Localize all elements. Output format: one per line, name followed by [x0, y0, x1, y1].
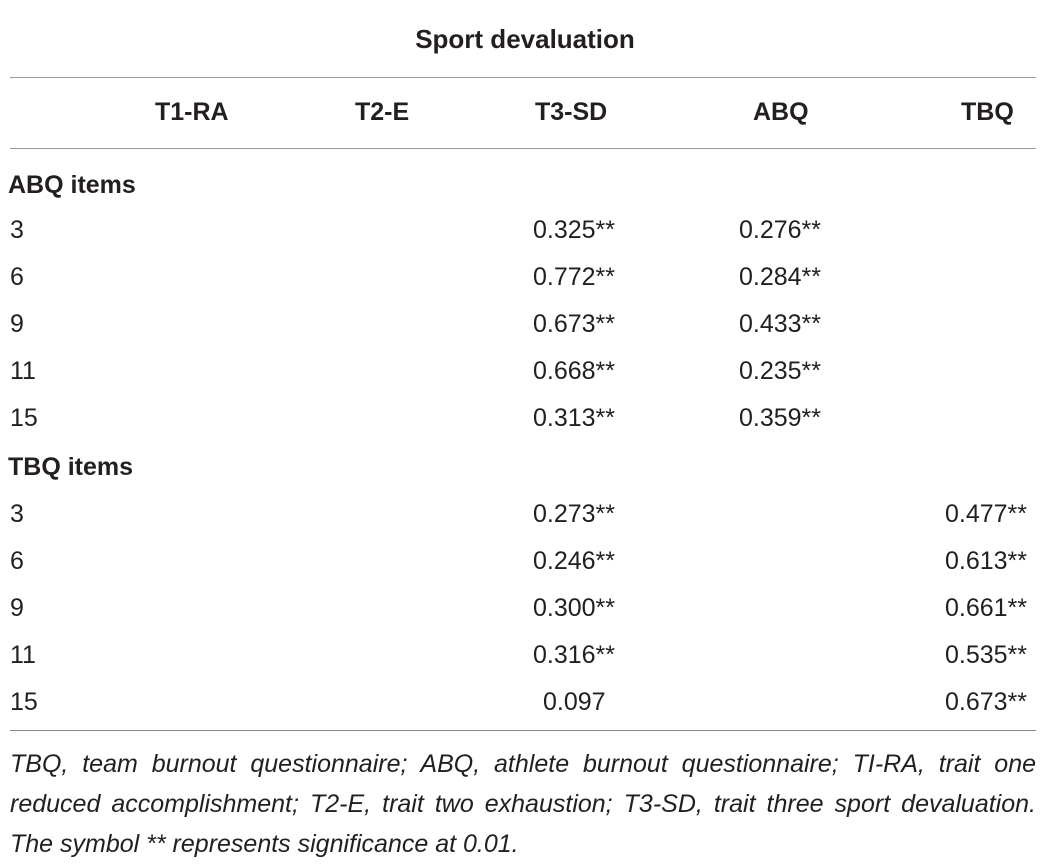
t3-sd-cell: 0.673**	[533, 310, 616, 338]
t3-sd-cell: 0.097	[543, 688, 606, 716]
t3-sd-cell: 0.313**	[533, 404, 616, 432]
column-header-abq: ABQ	[753, 98, 809, 126]
item-cell: 11	[10, 641, 36, 669]
table-row	[0, 632, 1044, 679]
item-cell: 15	[10, 404, 38, 432]
column-header-t2-e: T2-E	[355, 98, 410, 126]
header-divider-bottom	[10, 148, 1036, 149]
item-cell: 15	[10, 688, 38, 716]
abq-cell: 0.433**	[739, 310, 822, 338]
section-label-tbq: TBQ items	[8, 453, 134, 481]
table-row	[0, 538, 1044, 585]
item-cell: 6	[10, 547, 24, 575]
t3-sd-cell: 0.325**	[533, 216, 616, 244]
table-row	[0, 585, 1044, 632]
tbq-cell: 0.661**	[945, 594, 1028, 622]
table-row	[0, 679, 1044, 726]
super-header: Sport devaluation	[415, 23, 635, 54]
column-header-tbq: TBQ	[961, 98, 1014, 126]
table-footnote: TBQ, team burnout questionnaire; ABQ, athlete burnout questionnaire; TI-RA, trait one reduced accomplishment; T2-E, trait two exhaustion; T3-SD, trait three sport devaluation. The symbol ** represents significance at 0.01.	[10, 750, 1036, 858]
t3-sd-cell: 0.772**	[533, 263, 616, 291]
item-cell: 3	[10, 216, 24, 244]
table-row	[0, 491, 1044, 538]
column-header-t1-ra: T1-RA	[155, 98, 229, 126]
section-label-abq: ABQ items	[8, 171, 136, 199]
item-cell: 9	[10, 594, 24, 622]
table-row	[0, 207, 1044, 254]
table-bottom-rule	[10, 730, 1036, 731]
abq-cell: 0.276**	[739, 216, 822, 244]
abq-cell: 0.235**	[739, 357, 822, 385]
abq-cell: 0.284**	[739, 263, 822, 291]
column-header-t3-sd: T3-SD	[535, 98, 608, 126]
t3-sd-cell: 0.246**	[533, 547, 616, 575]
table-row	[0, 348, 1044, 395]
tbq-cell: 0.673**	[945, 688, 1028, 716]
table-row	[0, 301, 1044, 348]
header-divider-top	[10, 77, 1036, 78]
table-row	[0, 395, 1044, 442]
t3-sd-cell: 0.273**	[533, 500, 616, 528]
t3-sd-cell: 0.316**	[533, 641, 616, 669]
abq-cell: 0.359**	[739, 404, 822, 432]
tbq-cell: 0.535**	[945, 641, 1028, 669]
t3-sd-cell: 0.668**	[533, 357, 616, 385]
t3-sd-cell: 0.300**	[533, 594, 616, 622]
table-row	[0, 254, 1044, 301]
item-cell: 11	[10, 357, 36, 385]
tbq-cell: 0.613**	[945, 547, 1028, 575]
item-cell: 3	[10, 500, 24, 528]
item-cell: 9	[10, 310, 24, 338]
item-cell: 6	[10, 263, 24, 291]
tbq-cell: 0.477**	[945, 500, 1028, 528]
